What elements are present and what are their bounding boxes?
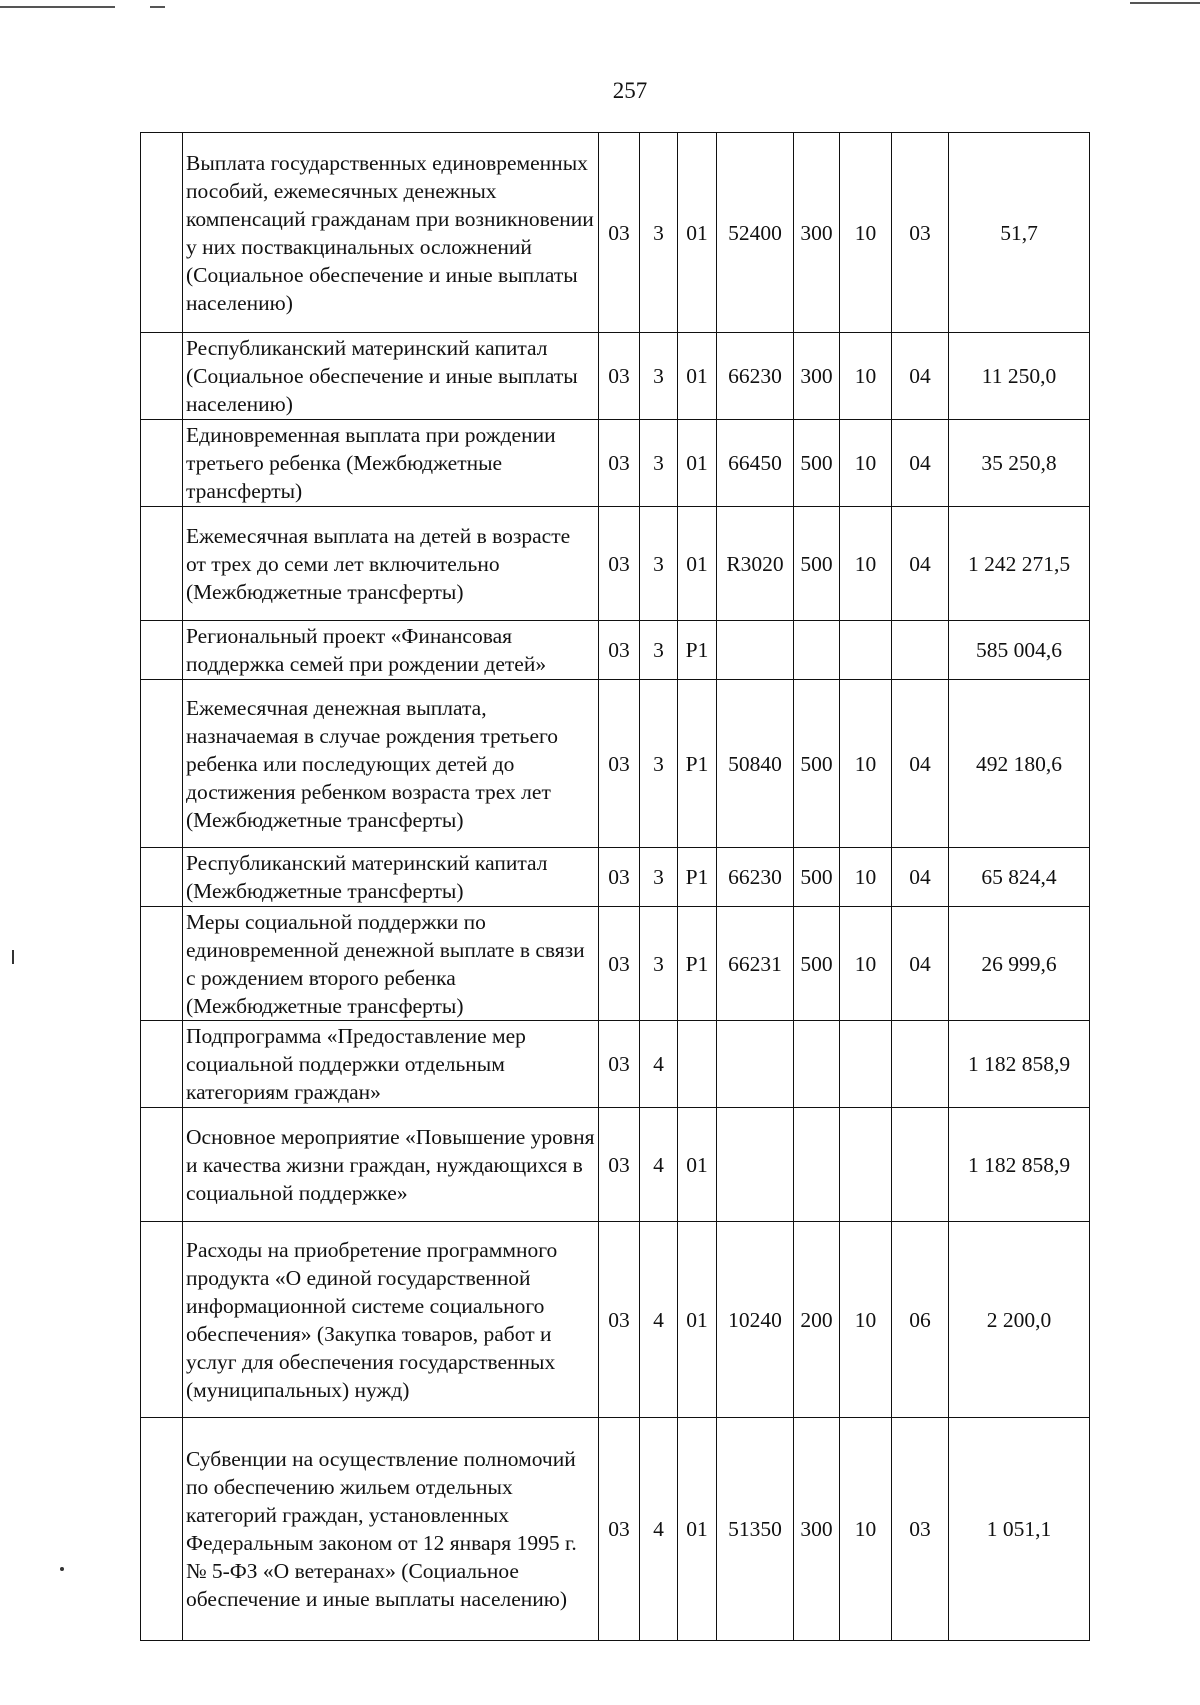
code-cell-5 (794, 1021, 840, 1108)
code-cell-1: 03 (599, 1021, 640, 1108)
code-cell-4: R3020 (717, 507, 794, 621)
scan-artifact-top-right (1130, 2, 1200, 4)
code-cell-6: 10 (840, 133, 892, 333)
scan-speck (12, 950, 14, 964)
item-name: Региональный проект «Финансовая поддержка семей при рождении детей» (183, 621, 599, 680)
table-row (141, 1418, 1090, 1641)
code-cell-7: 04 (892, 507, 949, 621)
code-cell-4: 50840 (717, 680, 794, 848)
code-cell-5 (794, 621, 840, 680)
item-name: Подпрограмма «Предоставление мер социальной поддержки отдельным категориям граждан» (183, 1021, 599, 1108)
code-cell-1: 03 (599, 680, 640, 848)
code-cell-7: 06 (892, 1222, 949, 1418)
table-row (141, 133, 1090, 333)
code-cell-1: 03 (599, 848, 640, 907)
item-name: Выплата государственных единовременных пособий, ежемесячных денежных компенсаций гражданам при возникновении у них поствакцинальных осложнений (Социальное обеспечение и иные выплаты населению) (183, 133, 599, 333)
code-cell-7: 04 (892, 848, 949, 907)
budget-table (140, 132, 1090, 1641)
table-row (141, 907, 1090, 1021)
amount-cell: 1 182 858,9 (949, 1021, 1090, 1108)
amount-cell: 11 250,0 (949, 333, 1090, 420)
code-cell-6: 10 (840, 507, 892, 621)
code-cell-7: 04 (892, 680, 949, 848)
code-cell-6: 10 (840, 907, 892, 1021)
row-number-cell (141, 1108, 183, 1222)
code-cell-4: 52400 (717, 133, 794, 333)
row-number-cell (141, 333, 183, 420)
code-cell-6 (840, 621, 892, 680)
code-cell-4: 66450 (717, 420, 794, 507)
row-number-cell (141, 1222, 183, 1418)
code-cell-1: 03 (599, 333, 640, 420)
code-cell-7 (892, 1021, 949, 1108)
table-row (141, 333, 1090, 420)
item-name: Единовременная выплата при рождении третьего ребенка (Межбюджетные трансферты) (183, 420, 599, 507)
code-cell-4: 51350 (717, 1418, 794, 1641)
code-cell-1: 03 (599, 621, 640, 680)
row-number-cell (141, 420, 183, 507)
item-name: Ежемесячная денежная выплата, назначаемая в случае рождения третьего ребенка или последующих детей до достижения ребенком возраста трех лет (Межбюджетные трансферты) (183, 680, 599, 848)
amount-cell: 35 250,8 (949, 420, 1090, 507)
code-cell-7: 03 (892, 133, 949, 333)
page-number: 257 (612, 78, 648, 103)
code-cell-3 (678, 1021, 717, 1108)
item-name: Республиканский материнский капитал (Социальное обеспечение и иные выплаты населению) (183, 333, 599, 420)
table-body (141, 133, 1090, 1641)
table-row (141, 848, 1090, 907)
code-cell-4: 66231 (717, 907, 794, 1021)
code-cell-2: 3 (640, 848, 678, 907)
code-cell-3: 01 (678, 1108, 717, 1222)
code-cell-3: P1 (678, 621, 717, 680)
code-cell-3: 01 (678, 133, 717, 333)
amount-cell: 1 051,1 (949, 1418, 1090, 1641)
code-cell-7 (892, 1108, 949, 1222)
row-number-cell (141, 621, 183, 680)
code-cell-5: 300 (794, 133, 840, 333)
code-cell-7: 04 (892, 333, 949, 420)
code-cell-2: 3 (640, 907, 678, 1021)
code-cell-2: 4 (640, 1021, 678, 1108)
code-cell-3: 01 (678, 1222, 717, 1418)
code-cell-1: 03 (599, 133, 640, 333)
code-cell-5: 500 (794, 420, 840, 507)
item-name: Республиканский материнский капитал (Межбюджетные трансферты) (183, 848, 599, 907)
code-cell-3: P1 (678, 907, 717, 1021)
row-number-cell (141, 133, 183, 333)
code-cell-7: 03 (892, 1418, 949, 1641)
code-cell-7: 04 (892, 907, 949, 1021)
row-number-cell (141, 1418, 183, 1641)
code-cell-5: 500 (794, 907, 840, 1021)
table-row (141, 621, 1090, 680)
code-cell-5: 500 (794, 848, 840, 907)
item-name: Основное мероприятие «Повышение уровня и качества жизни граждан, нуждающихся в социальной поддержке» (183, 1108, 599, 1222)
code-cell-4: 10240 (717, 1222, 794, 1418)
code-cell-5: 500 (794, 680, 840, 848)
code-cell-6 (840, 1108, 892, 1222)
scan-artifact-top-small (150, 6, 165, 8)
table-row (141, 1021, 1090, 1108)
table-row (141, 507, 1090, 621)
code-cell-3: P1 (678, 848, 717, 907)
code-cell-2: 3 (640, 507, 678, 621)
amount-cell: 26 999,6 (949, 907, 1090, 1021)
code-cell-5: 500 (794, 507, 840, 621)
code-cell-6: 10 (840, 420, 892, 507)
code-cell-2: 3 (640, 621, 678, 680)
amount-cell: 492 180,6 (949, 680, 1090, 848)
code-cell-3: P1 (678, 680, 717, 848)
code-cell-5 (794, 1108, 840, 1222)
code-cell-2: 3 (640, 333, 678, 420)
scan-speck (60, 1567, 64, 1571)
code-cell-3: 01 (678, 420, 717, 507)
code-cell-1: 03 (599, 1418, 640, 1641)
code-cell-5: 300 (794, 1418, 840, 1641)
code-cell-4: 66230 (717, 333, 794, 420)
item-name: Расходы на приобретение программного продукта «О единой государственной информационной системе социального обеспечения» (Закупка товаров, работ и услуг для обеспечения государственных (муниципальных) нужд) (183, 1222, 599, 1418)
item-name: Ежемесячная выплата на детей в возрасте от трех до семи лет включительно (Межбюджетные трансферты) (183, 507, 599, 621)
code-cell-4 (717, 621, 794, 680)
scan-artifact-top-left (0, 6, 115, 8)
table-row (141, 680, 1090, 848)
table-row (141, 1222, 1090, 1418)
code-cell-2: 4 (640, 1222, 678, 1418)
amount-cell: 51,7 (949, 133, 1090, 333)
code-cell-4 (717, 1108, 794, 1222)
code-cell-6: 10 (840, 1418, 892, 1641)
row-number-cell (141, 680, 183, 848)
amount-cell: 65 824,4 (949, 848, 1090, 907)
code-cell-1: 03 (599, 907, 640, 1021)
code-cell-2: 3 (640, 420, 678, 507)
code-cell-2: 4 (640, 1108, 678, 1222)
code-cell-1: 03 (599, 1222, 640, 1418)
row-number-cell (141, 848, 183, 907)
amount-cell: 1 182 858,9 (949, 1108, 1090, 1222)
code-cell-5: 300 (794, 333, 840, 420)
code-cell-3: 01 (678, 507, 717, 621)
table-row (141, 420, 1090, 507)
code-cell-7 (892, 621, 949, 680)
code-cell-6: 10 (840, 333, 892, 420)
code-cell-4: 66230 (717, 848, 794, 907)
code-cell-2: 3 (640, 680, 678, 848)
code-cell-6: 10 (840, 680, 892, 848)
row-number-cell (141, 507, 183, 621)
row-number-cell (141, 1021, 183, 1108)
code-cell-7: 04 (892, 420, 949, 507)
row-number-cell (141, 907, 183, 1021)
code-cell-2: 3 (640, 133, 678, 333)
item-name: Субвенции на осуществление полномочий по обеспечению жильем отдельных категорий граждан, установленных Федеральным законом от 12 января 1995 г. № 5-ФЗ «О ветеранах» (Социальное обеспечение и иные выплаты населению) (183, 1418, 599, 1641)
amount-cell: 585 004,6 (949, 621, 1090, 680)
code-cell-6: 10 (840, 1222, 892, 1418)
code-cell-6: 10 (840, 848, 892, 907)
code-cell-6 (840, 1021, 892, 1108)
table-row (141, 1108, 1090, 1222)
code-cell-3: 01 (678, 333, 717, 420)
amount-cell: 2 200,0 (949, 1222, 1090, 1418)
code-cell-5: 200 (794, 1222, 840, 1418)
code-cell-1: 03 (599, 420, 640, 507)
code-cell-1: 03 (599, 1108, 640, 1222)
code-cell-3: 01 (678, 1418, 717, 1641)
code-cell-4 (717, 1021, 794, 1108)
code-cell-2: 4 (640, 1418, 678, 1641)
code-cell-1: 03 (599, 507, 640, 621)
item-name: Меры социальной поддержки по единовременной денежной выплате в связи с рождением второго ребенка (Межбюджетные трансферты) (183, 907, 599, 1021)
amount-cell: 1 242 271,5 (949, 507, 1090, 621)
